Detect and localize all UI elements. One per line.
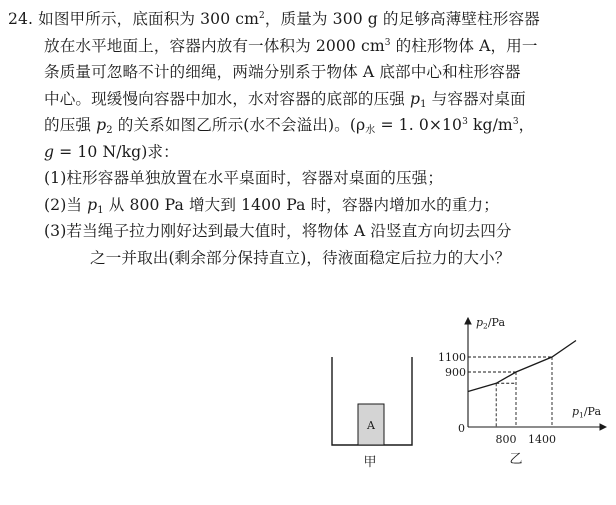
origin-label: 0	[458, 422, 465, 435]
problem-line-1: 24. 如图甲所示，底面积为 300 $cm^2$，质量为 300 g 的足够高薄壁柱形容器	[8, 10, 540, 28]
problem-line-5: 的压强 $p_2$ 的关系如图乙所示(水不会溢出)。($\rho_水 = 1$. $0\times 10^3$ $kg/m^3$，	[44, 116, 535, 136]
series-line-p2-vs-p1	[468, 341, 576, 392]
x-tick-800: 800	[495, 433, 517, 446]
figure-jia	[332, 357, 412, 470]
problem-line-6: g = 10 N/kg)求：	[44, 142, 179, 161]
problem-line-4: 中心。现缓慢向容器中加水，水对容器的底部的压强 $p_1$ 与容器对桌面	[44, 89, 526, 110]
problem-line-3: 条质量可忽略不计的细绳，两端分别系于物体 A 底部中心和柱形容器	[44, 63, 521, 81]
figure-jia-caption: 甲	[363, 455, 377, 470]
figure-yi-caption: 乙	[509, 452, 523, 467]
object-a-label: A	[367, 419, 375, 432]
problem-number: 24.	[8, 10, 34, 28]
x-tick-1400: 1400	[528, 433, 556, 446]
y-tick-1100: 1100	[438, 351, 466, 364]
question-2: (2)当 $p_1$ 从 800 Pa 增大到 1400 Pa 时，容器内增加水的重力；	[44, 195, 499, 216]
question-1: (1)柱形容器单独放置在水平桌面时，容器对桌面的压强；	[44, 169, 444, 187]
figure-yi	[438, 316, 606, 467]
question-3-cont: 之一并取出(剩余部分保持直立)，待液面稳定后拉力的大小？	[90, 248, 511, 267]
y-tick-900: 900	[445, 366, 466, 379]
problem-line-2: 放在水平地面上，容器内放有一体积为 2000 $cm^3$ 的柱形物体 A，用一	[44, 36, 538, 55]
y-axis-label: $p_2/Pa$	[476, 316, 505, 331]
question-3: (3)若当绳子拉力刚好达到最大值时，将物体 A 沿竖直方向切去四分	[44, 222, 512, 240]
x-axis-label: $p_1/Pa$	[572, 405, 601, 420]
chart-marks	[468, 341, 576, 428]
